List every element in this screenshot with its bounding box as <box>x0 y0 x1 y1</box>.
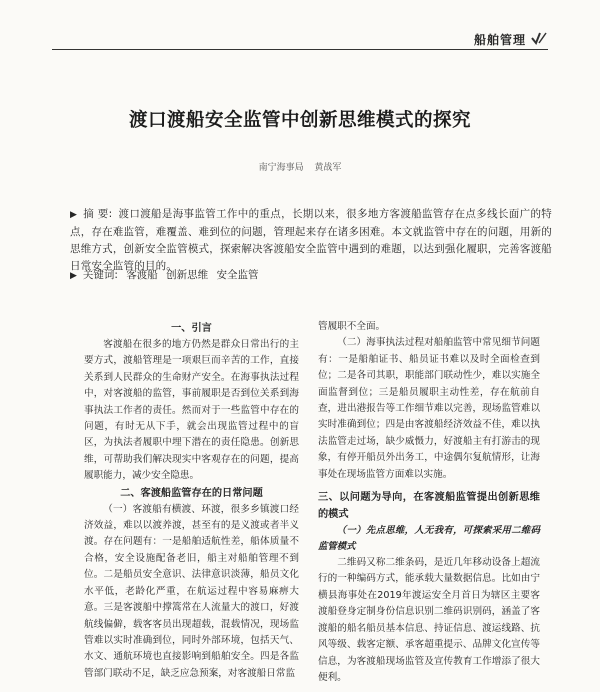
article-title: 渡口渡船安全监管中创新思维模式的探究 <box>128 110 471 131</box>
keyword: 客渡船 <box>126 269 158 281</box>
abstract <box>70 206 552 275</box>
section-heading: 一、引言 <box>171 323 212 334</box>
abstract-label: 摘 要: <box>83 208 113 220</box>
section-label: 船舶管理 <box>473 33 526 47</box>
triangle-marker-icon: ▶ <box>70 271 77 281</box>
keywords <box>70 267 552 282</box>
section-heading: 二、客渡船监管存在的日常问题 <box>120 487 263 499</box>
abstract-text: 渡口渡船是海事监管工作中的重点，长期以来，很多地方客渡船监管存在点多线长面广的特点，存在难监管，难覆盖、难到位的问题，管理起来存在诸多困难。本文就监管中存在的问题，用新的思维方式，创新安全监管模式，探索解决客渡船安全监管中遇到的难题，以达到强化履职，完善客渡船日常安全监管的目的。 <box>70 208 552 272</box>
pen-check-icon <box>530 29 548 47</box>
keyword: 安全监管 <box>216 269 259 281</box>
running-header <box>0 28 600 50</box>
paragraph: 管履职不全面。 <box>318 321 386 332</box>
keywords-label: 关键词: <box>82 269 118 281</box>
paragraph: （一）客渡船有横渡、环渡，很多乡镇渡口经济效益，难以以渡养渡，甚至有的是义渡或者半义渡。存在问题有：一是船舶适航性差，船体质量不合格，安全设施配备老旧，船主对船舶管理不到位。二是船员安全意识、法律意识淡薄，船员文化水平低，老龄化严重，在航运过程中容易麻痹大意。三是客渡船中撑篙常在人流量大的渡口，好渡航线偏僻，载客客员出现超载，混载情况，现场监管难以实时准确到位，同时外部环境，包括天气、水文、通航环境也直接影响到船舶安全。四是各监管部门联动不足，缺乏应急预案，对客渡船日常监 <box>84 503 299 679</box>
paragraph: （二）海事执法过程对船舶监管中常见细节问题有：一是船舶证书、船员证书难以及时全面检查到位；二是各司其职，职能部门联动性少，难以实施全面监督到位；三是船员履职主动性差，存在航前自查，进出港报告等工作细节难以完善，现场监管难以实时准确到位；四是由客渡船经济效益不佳，难以执法监管走过场，缺少威慑力，好渡船主有打游击的现象，有停开船员外出务工，中途偶尔复航情形，让海事处在现场监管方面难以实施。 <box>318 337 540 480</box>
subsection-heading: （一）先点思维，人无我有，可探索采用二维码监管模式 <box>318 525 540 553</box>
paragraph: 二维码又称二维条码，是近几年移动设备上超流行的一种编码方式，能承载大量数据信息。比如由宁横县海事处在2019年渡运安全月首日为辖区主要客渡船登身定制身份信息识别二维码识别码，涵盖了客渡船的船名船员基本信息、持证信息、渡运线路、抗风等级、载客定额、承客超重提示、品牌文化宣传等信息，为客渡船现场监管及宣传教育工作增添了很大便利。 <box>318 557 540 683</box>
right-column <box>318 319 540 686</box>
left-column <box>84 320 299 682</box>
paragraph: 客渡船在很多的地方仍然是群众日常出行的主要方式，渡船管理是一项艰巨而辛苦的工作，直接关系到人民群众的生命财产安全。在海事执法过程中，对客渡船的监管，事前履职是否到位关系到海事执法工作者的责任。然而对于一些监管中存在的问题，有时无从下手，就会出现监管过程中的盲区，为执法者履职中埋下潜在的责任隐患。创新思维，可帮助我们解决现实中客观存在的问题，提高履职能力，减少安全隐患。 <box>84 339 299 482</box>
author-affiliation: 南宁海事局 黄战军 <box>258 163 342 173</box>
header-rule <box>52 49 548 50</box>
triangle-marker-icon: ▶ <box>70 210 78 220</box>
keyword: 创新思维 <box>166 269 209 281</box>
section-heading: 三、以问题为导向，在客渡船监管提出创新思维的模式 <box>318 492 540 521</box>
